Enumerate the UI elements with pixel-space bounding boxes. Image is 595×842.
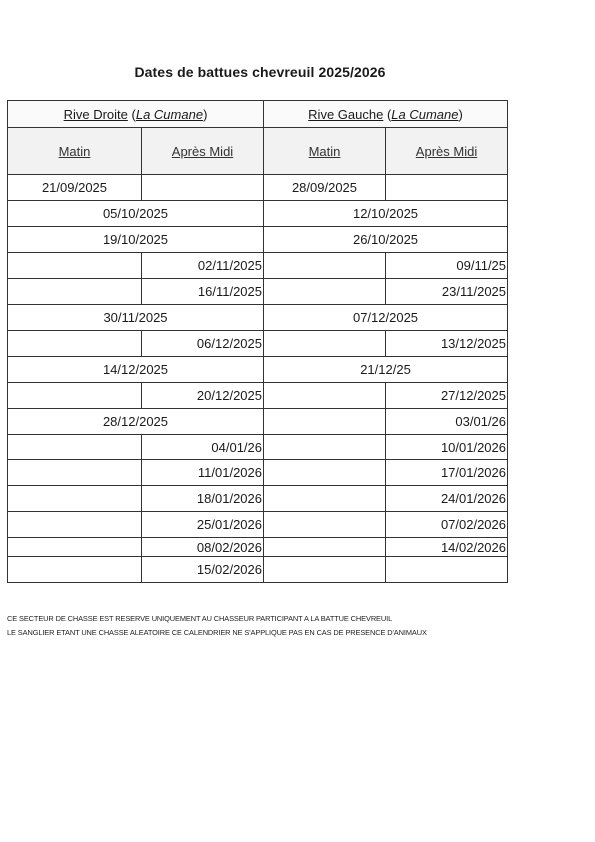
bank-place: La Cumane: [391, 106, 459, 122]
rive-gauche-header: Rive Gauche (La Cumane): [264, 101, 508, 128]
rg-apres-midi-cell: [386, 175, 508, 201]
rd-date-cell: 30/11/2025: [8, 305, 264, 331]
rg-date-cell: 12/10/2025: [264, 201, 508, 227]
table-row: [8, 538, 508, 557]
footnote-sanglier: LE SANGLIER ETANT UNE CHASSE ALEATOIRE CE CALENDRIER NE S'APPLIQUE PAS EN CAS DE PRESENCE D'ANIMAUX: [7, 628, 427, 637]
table-row: [8, 279, 508, 305]
battues-schedule-table: [7, 100, 508, 583]
rd-matin-cell: [8, 486, 142, 512]
rg-matin-cell: [264, 383, 386, 409]
rg-apres-midi-cell: 09/11/25: [386, 253, 508, 279]
page-title: Dates de battues chevreuil 2025/2026: [134, 64, 386, 80]
table-row: [8, 383, 508, 409]
rd-apres-midi-cell: 16/11/2025: [142, 279, 264, 305]
rd-apres-midi-cell: 02/11/2025: [142, 253, 264, 279]
rg-date-cell: 26/10/2025: [264, 227, 508, 253]
rg-apres-midi-header: Après Midi: [386, 128, 508, 175]
rg-apres-midi-cell: 03/01/26: [386, 409, 508, 435]
bank-header-row: [8, 101, 508, 128]
rg-date-cell: 21/12/25: [264, 357, 508, 383]
rg-matin-cell: [264, 557, 386, 583]
rd-apres-midi-cell: 15/02/2026: [142, 557, 264, 583]
rd-matin-cell: [8, 512, 142, 538]
table-row: [8, 512, 508, 538]
schedule-body: [8, 175, 508, 583]
rd-apres-midi-cell: [142, 175, 264, 201]
rg-apres-midi-cell: 10/01/2026: [386, 435, 508, 460]
bank-label: Rive Droite: [63, 106, 128, 122]
table-row: [8, 435, 508, 460]
rive-droite-header: Rive Droite (La Cumane): [8, 101, 264, 128]
rd-date-cell: 19/10/2025: [8, 227, 264, 253]
rd-apres-midi-cell: 20/12/2025: [142, 383, 264, 409]
bank-label: Rive Gauche: [308, 106, 384, 122]
rd-apres-midi-cell: 11/01/2026: [142, 460, 264, 486]
rg-date-cell: 07/12/2025: [264, 305, 508, 331]
rd-matin-cell: 21/09/2025: [8, 175, 142, 201]
table-row: [8, 253, 508, 279]
table-row: [8, 201, 508, 227]
rd-matin-cell: [8, 557, 142, 583]
footnote-reserve: CE SECTEUR DE CHASSE EST RESERVE UNIQUEMENT AU CHASSEUR PARTICIPANT A LA BATTUE CHEVREUIL: [7, 614, 393, 623]
rd-matin-cell: [8, 435, 142, 460]
table-row: [8, 557, 508, 583]
bank-place: La Cumane: [135, 106, 204, 122]
rd-apres-midi-cell: 04/01/26: [142, 435, 264, 460]
rd-apres-midi-cell: 18/01/2026: [142, 486, 264, 512]
table-row: [8, 486, 508, 512]
rd-matin-cell: [8, 383, 142, 409]
rg-matin-cell: [264, 435, 386, 460]
rd-matin-header: Matin: [8, 128, 142, 175]
rg-apres-midi-cell: 24/01/2026: [386, 486, 508, 512]
rd-matin-cell: [8, 331, 142, 357]
table-row: [8, 409, 508, 435]
rd-matin-cell: [8, 279, 142, 305]
rg-matin-cell: [264, 512, 386, 538]
rg-matin-cell: [264, 486, 386, 512]
rd-apres-midi-cell: 25/01/2026: [142, 512, 264, 538]
table-row: [8, 175, 508, 201]
table-row: [8, 357, 508, 383]
rg-apres-midi-cell: 07/02/2026: [386, 512, 508, 538]
rg-matin-cell: 28/09/2025: [264, 175, 386, 201]
table-row: [8, 460, 508, 486]
rd-date-cell: 28/12/2025: [8, 409, 264, 435]
rd-apres-midi-cell: 08/02/2026: [142, 538, 264, 557]
rg-matin-header: Matin: [264, 128, 386, 175]
rg-matin-cell: [264, 331, 386, 357]
rd-apres-midi-header: Après Midi: [142, 128, 264, 175]
rd-apres-midi-cell: 06/12/2025: [142, 331, 264, 357]
rd-date-cell: 05/10/2025: [8, 201, 264, 227]
table-row: [8, 305, 508, 331]
table-row: [8, 331, 508, 357]
table-row: [8, 227, 508, 253]
rd-matin-cell: [8, 253, 142, 279]
rd-date-cell: 14/12/2025: [8, 357, 264, 383]
rg-matin-cell: [264, 279, 386, 305]
rg-matin-cell: [264, 538, 386, 557]
rg-matin-cell: [264, 460, 386, 486]
period-header-row: [8, 128, 508, 175]
rg-apres-midi-cell: 23/11/2025: [386, 279, 508, 305]
rg-apres-midi-cell: 27/12/2025: [386, 383, 508, 409]
rg-apres-midi-cell: 17/01/2026: [386, 460, 508, 486]
rg-apres-midi-cell: [386, 557, 508, 583]
rd-matin-cell: [8, 460, 142, 486]
rg-apres-midi-cell: 14/02/2026: [386, 538, 508, 557]
rg-matin-cell: [264, 253, 386, 279]
rg-matin-cell: [264, 409, 386, 435]
rg-apres-midi-cell: 13/12/2025: [386, 331, 508, 357]
rd-matin-cell: [8, 538, 142, 557]
